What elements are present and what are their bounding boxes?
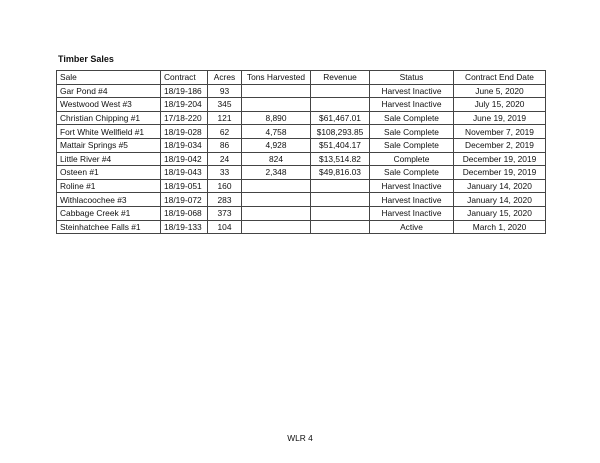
cell-status: Harvest Inactive [370, 193, 454, 207]
cell-acres: 86 [208, 138, 242, 152]
table-header-row [57, 71, 546, 85]
cell-status: Harvest Inactive [370, 84, 454, 98]
cell-acres: 345 [208, 98, 242, 112]
cell-contract: 18/19-051 [161, 179, 208, 193]
cell-contract-end-date: June 5, 2020 [454, 84, 546, 98]
table-row [57, 179, 546, 193]
cell-contract: 18/19-034 [161, 138, 208, 152]
header-revenue: Revenue [311, 71, 370, 85]
cell-sale: Osteen #1 [57, 166, 161, 180]
table-row [57, 98, 546, 112]
table-row [57, 166, 546, 180]
cell-contract-end-date: January 14, 2020 [454, 179, 546, 193]
cell-revenue [311, 193, 370, 207]
cell-revenue [311, 84, 370, 98]
cell-status: Harvest Inactive [370, 98, 454, 112]
cell-contract: 18/19-028 [161, 125, 208, 139]
page-footer: WLR 4 [287, 433, 313, 443]
cell-sale: Withlacoochee #3 [57, 193, 161, 207]
header-tons-harvested: Tons Harvested [242, 71, 311, 85]
cell-contract-end-date: July 15, 2020 [454, 98, 546, 112]
cell-status: Sale Complete [370, 125, 454, 139]
cell-status: Harvest Inactive [370, 206, 454, 220]
cell-contract: 18/19-133 [161, 220, 208, 234]
cell-tons-harvested [242, 206, 311, 220]
table-row [57, 84, 546, 98]
table-row [57, 111, 546, 125]
table-row [57, 206, 546, 220]
table-row [57, 125, 546, 139]
cell-tons-harvested [242, 98, 311, 112]
cell-contract-end-date: January 15, 2020 [454, 206, 546, 220]
cell-contract: 18/19-072 [161, 193, 208, 207]
header-contract: Contract [161, 71, 208, 85]
cell-contract-end-date: June 19, 2019 [454, 111, 546, 125]
cell-revenue: $49,816.03 [311, 166, 370, 180]
cell-sale: Little River #4 [57, 152, 161, 166]
cell-acres: 160 [208, 179, 242, 193]
cell-status: Sale Complete [370, 138, 454, 152]
cell-sale: Roline #1 [57, 179, 161, 193]
cell-status: Sale Complete [370, 111, 454, 125]
header-acres: Acres [208, 71, 242, 85]
cell-tons-harvested: 4,758 [242, 125, 311, 139]
cell-contract: 18/19-068 [161, 206, 208, 220]
header-sale: Sale [57, 71, 161, 85]
cell-acres: 104 [208, 220, 242, 234]
cell-revenue: $108,293.85 [311, 125, 370, 139]
cell-sale: Mattair Springs #5 [57, 138, 161, 152]
cell-revenue: $61,467.01 [311, 111, 370, 125]
cell-sale: Westwood West #3 [57, 98, 161, 112]
section-title: Timber Sales [58, 54, 114, 64]
table-row [57, 220, 546, 234]
cell-contract-end-date: November 7, 2019 [454, 125, 546, 139]
cell-sale: Christian Chipping #1 [57, 111, 161, 125]
table-row [57, 138, 546, 152]
table-body [57, 84, 546, 234]
cell-revenue: $51,404.17 [311, 138, 370, 152]
cell-status: Complete [370, 152, 454, 166]
cell-acres: 283 [208, 193, 242, 207]
cell-contract-end-date: January 14, 2020 [454, 193, 546, 207]
cell-tons-harvested [242, 179, 311, 193]
cell-tons-harvested [242, 84, 311, 98]
cell-status: Sale Complete [370, 166, 454, 180]
table-row [57, 152, 546, 166]
cell-acres: 24 [208, 152, 242, 166]
cell-acres: 373 [208, 206, 242, 220]
cell-contract: 17/18-220 [161, 111, 208, 125]
cell-revenue [311, 220, 370, 234]
cell-tons-harvested [242, 193, 311, 207]
header-status: Status [370, 71, 454, 85]
cell-contract: 18/19-204 [161, 98, 208, 112]
cell-revenue [311, 206, 370, 220]
cell-contract-end-date: December 19, 2019 [454, 166, 546, 180]
cell-revenue: $13,514.82 [311, 152, 370, 166]
cell-contract: 18/19-043 [161, 166, 208, 180]
cell-contract-end-date: March 1, 2020 [454, 220, 546, 234]
cell-status: Active [370, 220, 454, 234]
cell-tons-harvested: 4,928 [242, 138, 311, 152]
cell-sale: Gar Pond #4 [57, 84, 161, 98]
cell-contract-end-date: December 2, 2019 [454, 138, 546, 152]
cell-contract-end-date: December 19, 2019 [454, 152, 546, 166]
cell-tons-harvested: 8,890 [242, 111, 311, 125]
cell-revenue [311, 98, 370, 112]
cell-tons-harvested: 2,348 [242, 166, 311, 180]
cell-tons-harvested: 824 [242, 152, 311, 166]
cell-sale: Steinhatchee Falls #1 [57, 220, 161, 234]
timber-sales-table [56, 70, 546, 234]
header-contract-end-date: Contract End Date [454, 71, 546, 85]
cell-acres: 93 [208, 84, 242, 98]
table-row [57, 193, 546, 207]
cell-sale: Fort White Wellfield #1 [57, 125, 161, 139]
cell-sale: Cabbage Creek #1 [57, 206, 161, 220]
cell-contract: 18/19-186 [161, 84, 208, 98]
cell-acres: 33 [208, 166, 242, 180]
cell-revenue [311, 179, 370, 193]
cell-acres: 121 [208, 111, 242, 125]
cell-contract: 18/19-042 [161, 152, 208, 166]
cell-acres: 62 [208, 125, 242, 139]
cell-tons-harvested [242, 220, 311, 234]
cell-status: Harvest Inactive [370, 179, 454, 193]
